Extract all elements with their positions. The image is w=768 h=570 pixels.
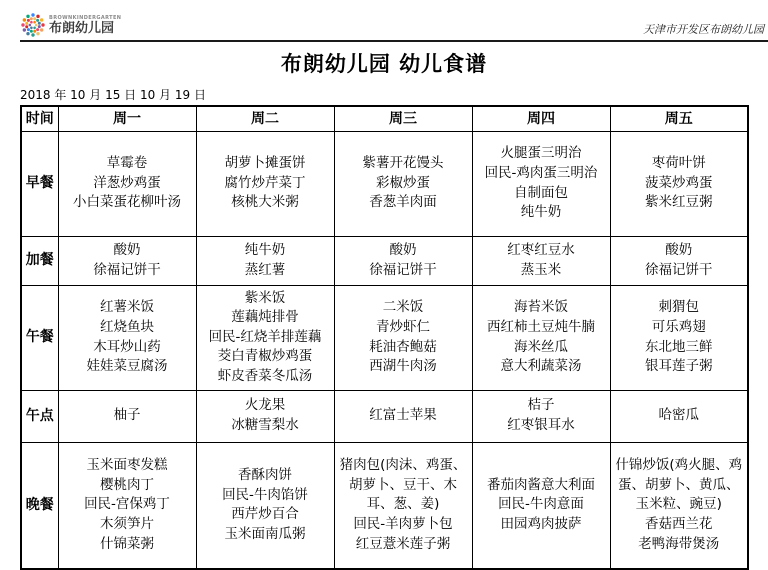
meal-cell xyxy=(610,236,748,285)
dish-item: 玉米面南瓜粥 xyxy=(224,525,306,542)
dish-item: 冰糖雪梨水 xyxy=(231,417,299,433)
dish-item: 菠菜炒鸡蛋 xyxy=(645,174,713,191)
meal-cell xyxy=(334,285,472,390)
meal-row-label: 晚餐 xyxy=(21,442,58,569)
dish-item: 莲藕炖排骨 xyxy=(231,309,299,326)
brand-name-en: BROWNKINDERGARTEN xyxy=(49,14,122,21)
dish-item: 木须笋片 xyxy=(100,516,154,533)
dish-item: 徐福记饼干 xyxy=(93,261,161,278)
dish-item: 桔子 xyxy=(527,397,555,414)
meal-row-label: 午餐 xyxy=(21,285,58,390)
dish-item: 耗油杏鲍菇 xyxy=(369,338,437,355)
dish-item: 火龙果 xyxy=(244,397,286,414)
dish-item: 茭白青椒炒鸡蛋 xyxy=(217,348,313,365)
meal-cell xyxy=(196,390,334,442)
dish-item: 西红柿土豆炖牛腩 xyxy=(487,318,595,335)
meal-cell xyxy=(58,442,196,569)
dish-item: 酸奶 xyxy=(113,241,141,258)
dish-item: 草霉卷 xyxy=(106,155,148,172)
column-header-day: 周三 xyxy=(334,106,472,131)
dish-item: 蒸玉米 xyxy=(520,261,562,278)
dish-item: 胡萝卜摊蛋饼 xyxy=(224,155,306,172)
dish-item: 海米丝瓜 xyxy=(514,338,568,355)
meal-cell xyxy=(196,236,334,285)
dish-item: 意大利蔬菜汤 xyxy=(500,358,582,375)
dish-item: 二米饭 xyxy=(382,299,424,316)
meal-cell xyxy=(58,285,196,390)
dish-item: 虾皮香菜冬瓜汤 xyxy=(217,367,313,384)
dish-item: 柚子 xyxy=(113,407,141,424)
dish-item: 火腿蛋三明治 xyxy=(500,145,582,162)
dish-item: 西芹炒百合 xyxy=(231,506,299,523)
dish-item: 西湖牛肉汤 xyxy=(369,358,437,375)
dish-item: 红富士苹果 xyxy=(369,407,437,424)
dish-item: 蒸红薯 xyxy=(244,261,286,278)
dish-item: 东北地三鲜 xyxy=(645,338,713,355)
dish-item: 可乐鸡翅 xyxy=(651,318,706,335)
meal-row-label: 午点 xyxy=(21,390,58,442)
dish-item: 香菇西兰花 xyxy=(645,516,713,533)
dish-item: 回民-鸡肉蛋三明治 xyxy=(484,164,598,181)
date-range: 2018 年 10 月 15 日 10 月 19 日 xyxy=(20,88,206,102)
page-header xyxy=(20,6,768,42)
meal-cell xyxy=(472,390,610,442)
dish-item: 自制面包 xyxy=(514,184,568,201)
meal-row xyxy=(21,285,748,390)
dish-item: 红豆薏米莲子粥 xyxy=(355,535,451,552)
dish-item: 腐竹炒芹菜丁 xyxy=(224,174,306,191)
meal-cell xyxy=(334,131,472,236)
dish-item: 红枣银耳水 xyxy=(507,417,575,433)
meal-cell xyxy=(196,442,334,569)
column-header-time: 时间 xyxy=(21,106,58,131)
dish-item: 红薯米饭 xyxy=(100,299,154,316)
dish-item: 猪肉包(肉沫、鸡蛋、胡萝卜、豆干、木耳、葱、姜) xyxy=(339,457,467,513)
meal-cell xyxy=(334,236,472,285)
dish-item: 回民-羊肉萝卜包 xyxy=(353,516,453,533)
dish-item: 番茄肉酱意大利面 xyxy=(487,476,595,493)
meal-cell xyxy=(472,285,610,390)
dish-item: 银耳莲子粥 xyxy=(645,358,713,375)
dish-item: 小白菜蛋花柳叶汤 xyxy=(73,194,181,211)
dish-item: 什锦菜粥 xyxy=(100,535,154,552)
dish-item: 回民-宫保鸡丁 xyxy=(84,496,170,513)
meal-row-label: 早餐 xyxy=(21,131,58,236)
dish-item: 紫薯开花馒头 xyxy=(362,155,444,172)
header-row xyxy=(21,106,748,131)
meal-cell xyxy=(196,285,334,390)
school-name: 天津市开发区布朗幼儿园 xyxy=(643,23,764,36)
meal-row xyxy=(21,390,748,442)
dish-item: 老鸭海带煲汤 xyxy=(638,535,720,552)
dish-item: 徐福记饼干 xyxy=(369,261,437,278)
meal-cell xyxy=(334,442,472,569)
pinwheel-logo-icon xyxy=(20,12,46,38)
meal-cell xyxy=(610,390,748,442)
meal-cell xyxy=(472,131,610,236)
dish-item: 香葱羊肉面 xyxy=(369,194,437,211)
dish-item: 玉米面枣发糕 xyxy=(86,457,168,474)
meal-cell xyxy=(58,390,196,442)
dish-item: 纯牛奶 xyxy=(244,241,286,258)
meal-cell xyxy=(196,131,334,236)
dish-item: 海苔米饭 xyxy=(514,299,568,316)
meal-row xyxy=(21,131,748,236)
page-title: 布朗幼儿园 幼儿食谱 xyxy=(280,52,488,76)
dish-item: 回民-牛肉意面 xyxy=(498,496,584,513)
brand-text xyxy=(49,16,121,35)
menu-table xyxy=(20,105,749,570)
dish-item: 徐福记饼干 xyxy=(645,261,713,278)
meal-row xyxy=(21,442,748,569)
meal-cell xyxy=(610,285,748,390)
meal-cell xyxy=(610,131,748,236)
dish-item: 樱桃肉丁 xyxy=(100,476,154,493)
meal-cell xyxy=(58,131,196,236)
meal-cell xyxy=(334,390,472,442)
column-header-day: 周一 xyxy=(58,106,196,131)
dish-item: 纯牛奶 xyxy=(520,204,562,221)
dish-item: 枣荷叶饼 xyxy=(651,155,706,172)
dish-item: 彩椒炒蛋 xyxy=(376,174,430,191)
brand-name-cn: 布朗幼儿园 xyxy=(49,20,115,36)
dish-item: 酸奶 xyxy=(389,241,417,258)
dish-item: 紫米饭 xyxy=(244,289,286,306)
meal-row xyxy=(21,236,748,285)
dish-item: 田园鸡肉披萨 xyxy=(500,516,582,533)
dish-item: 红烧鱼块 xyxy=(100,318,154,335)
dish-item: 红枣红豆水 xyxy=(507,241,575,258)
dish-item: 青炒虾仁 xyxy=(376,318,430,335)
meal-row-label: 加餐 xyxy=(21,236,58,285)
dish-item: 紫米红豆粥 xyxy=(645,194,713,211)
dish-item: 木耳炒山药 xyxy=(93,338,161,355)
brand-logo xyxy=(20,12,121,38)
dish-item: 回民-红烧羊排莲藕 xyxy=(208,328,322,345)
column-header-day: 周五 xyxy=(610,106,748,131)
dish-item: 核桃大米粥 xyxy=(231,194,299,211)
meal-cell xyxy=(472,236,610,285)
dish-item: 回民-牛肉馅饼 xyxy=(222,486,308,503)
column-header-day: 周四 xyxy=(472,106,610,131)
meal-cell xyxy=(610,442,748,569)
meal-cell xyxy=(472,442,610,569)
meal-cell xyxy=(58,236,196,285)
dish-item: 酸奶 xyxy=(665,241,693,258)
dish-item: 哈密瓜 xyxy=(658,407,699,424)
dish-item: 娃娃菜豆腐汤 xyxy=(86,358,168,375)
dish-item: 刺猬包 xyxy=(658,299,699,316)
dish-item: 什锦炒饭(鸡火腿、鸡蛋、胡萝卜、黄瓜、玉米粒、豌豆) xyxy=(615,457,743,513)
dish-item: 洋葱炒鸡蛋 xyxy=(93,174,161,191)
dish-item: 香酥肉饼 xyxy=(238,467,292,484)
column-header-day: 周二 xyxy=(196,106,334,131)
